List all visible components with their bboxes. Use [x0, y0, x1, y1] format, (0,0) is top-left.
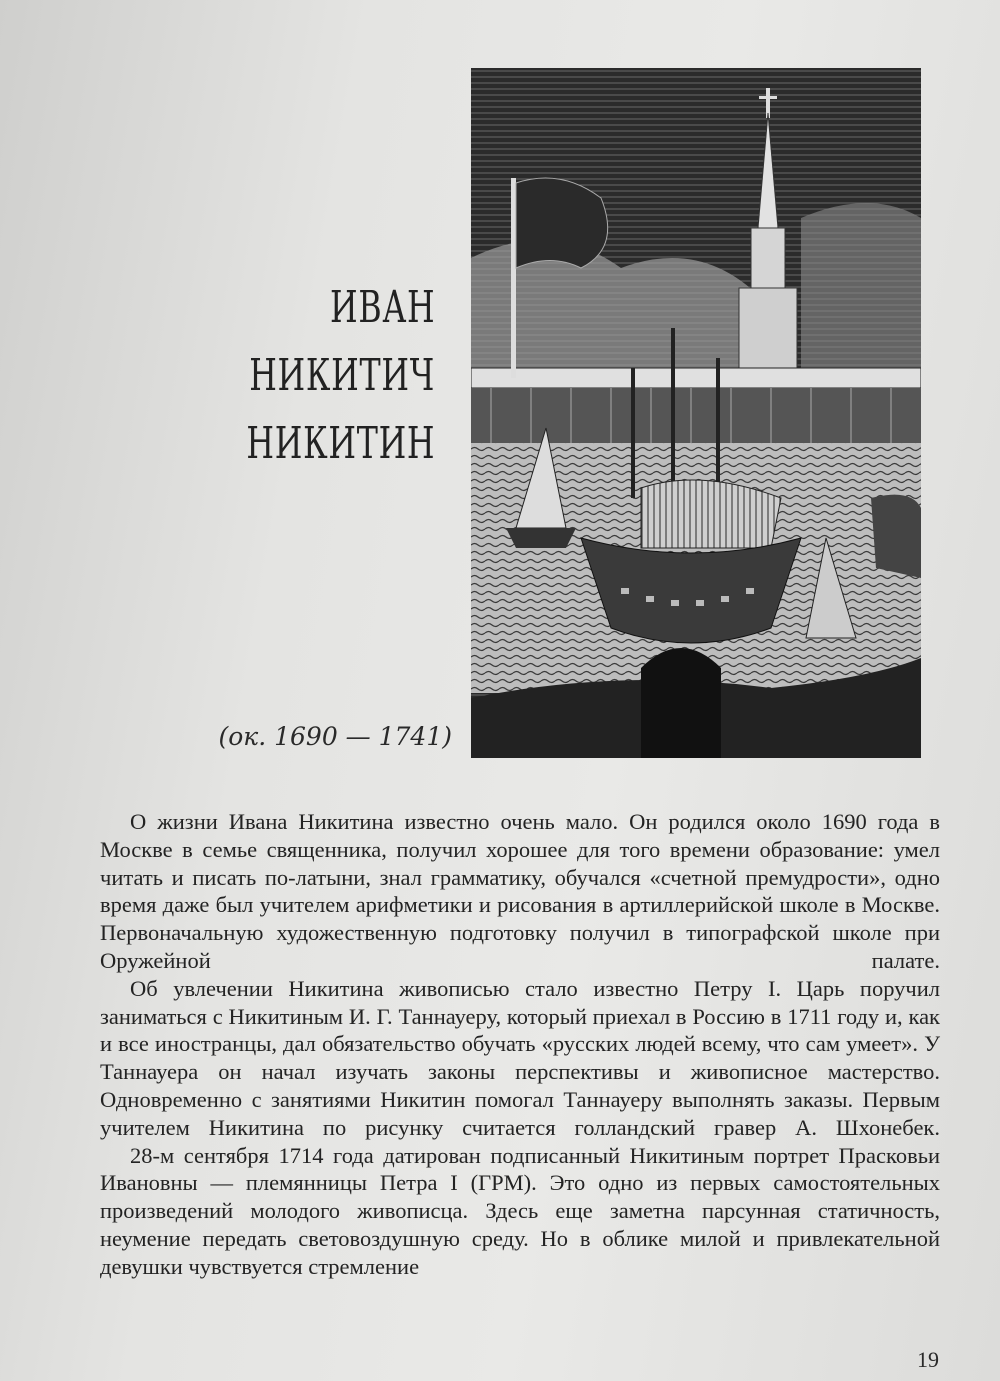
paragraph-1: О жизни Ивана Никитина известно очень мало. Он родился около 1690 года в Москве в семье священника, получил хорошее для того времени образование: умел читать и писать по-латыни, знал грамматику, обучался «счетной премудрости», одно время даже был учителем арифметики и рисования в артиллерийской школе в Москве. Первоначальную художественную подготовку получил в типографской школе при Оружейной палате.: [100, 809, 940, 973]
title-first-name: ИВАН: [329, 282, 435, 333]
paragraph-3: 28-м сентября 1714 года датирован подписанный Никитиным портрет Прасковьи Ивановны — племянницы Петра I (ГРМ). Это одно из первых самостоятельных произведений молодого живописца. Здесь еще заметна парсунная статичность, неумение передать световоздушную среду. Но в облике милой и привлекательной девушки чувствуется стремление: [100, 1142, 940, 1279]
paragraph-2: Об увлечении Никитина живописью стало известно Петру I. Царь поручил заниматься с Никитиным И. Г. Таннауеру, который приехал в Россию в 1711 году и, как и все иностранцы, дал обязательство обучать «русских людей всему, что сам умеет». У Таннауера он начал изучать законы перспективы и живописное мастерство. Одновременно с занятиями Никитин помогал Таннауеру выполнять заказы. Первым учителем Никитина по рисунку считается голландский гравер А. Шхонебек.: [100, 975, 940, 1140]
page-number: 19: [917, 1347, 939, 1372]
title-patronymic: НИКИТИЧ: [249, 350, 435, 401]
title-surname: НИКИТИН: [246, 418, 435, 469]
engraving-illustration: [471, 68, 921, 758]
life-dates: (ок. 1690 — 1741): [218, 722, 452, 751]
article-body: [100, 808, 940, 1281]
